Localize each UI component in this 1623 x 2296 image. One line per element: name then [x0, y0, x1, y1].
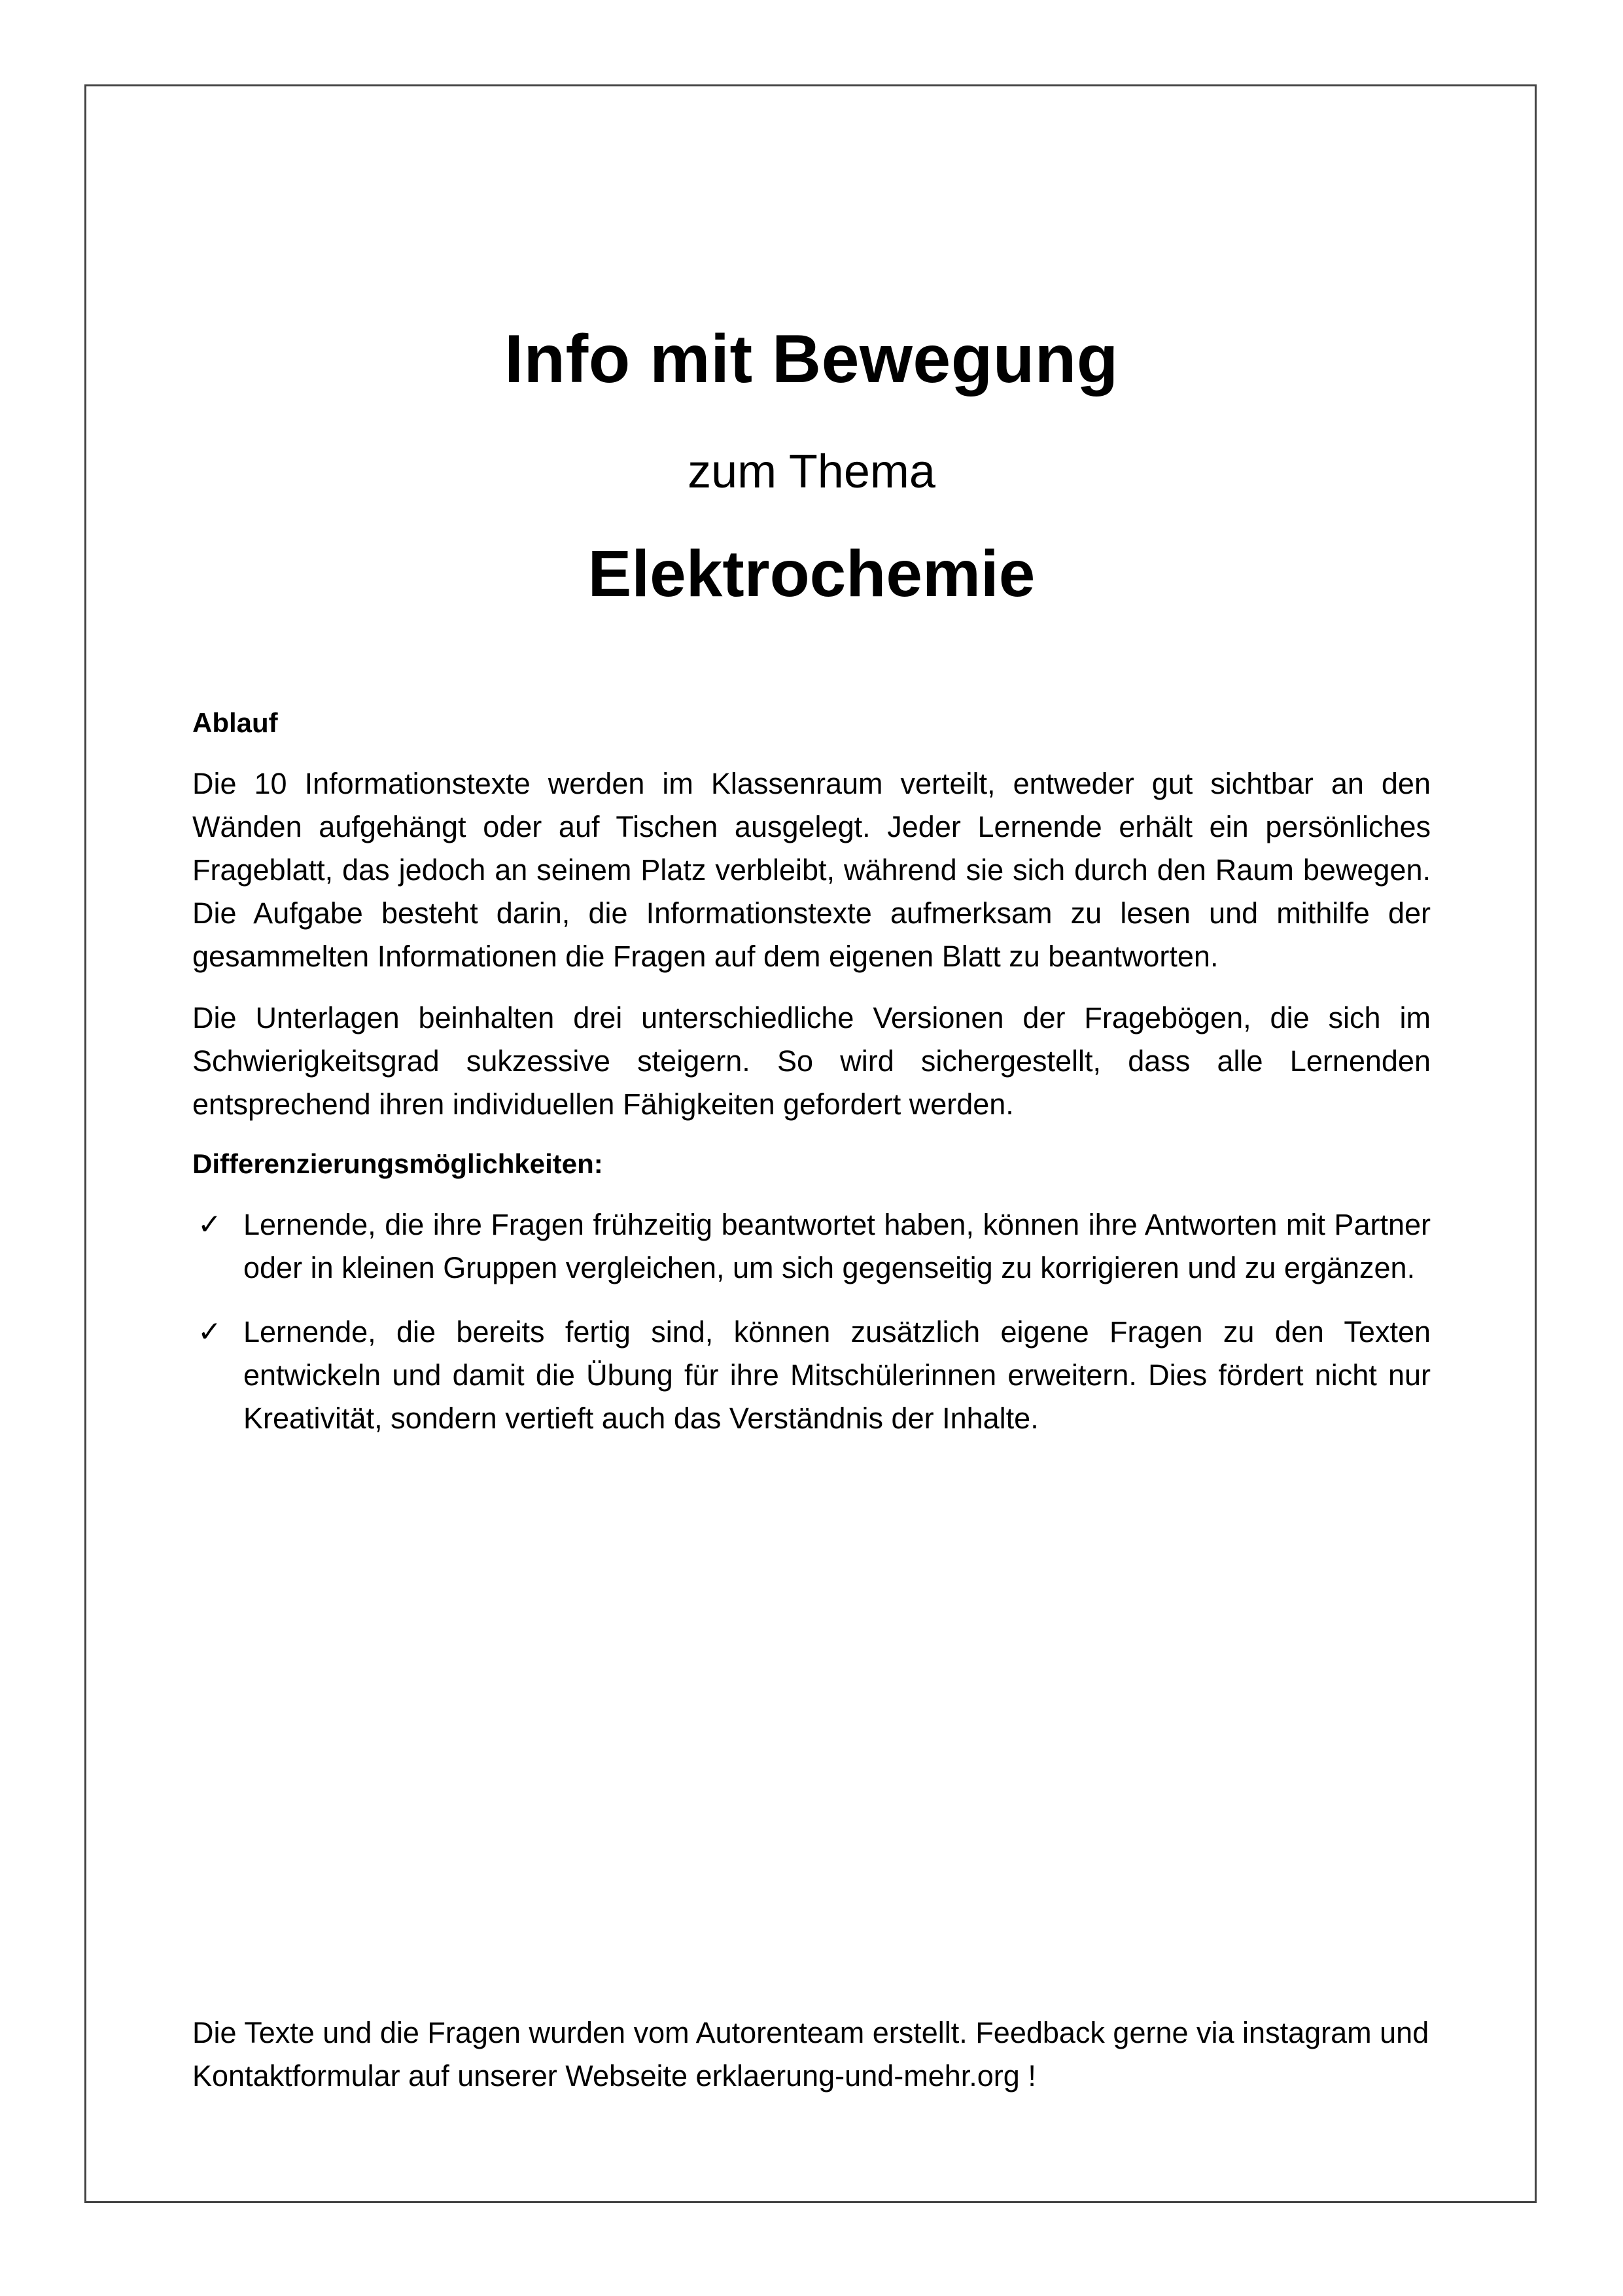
ablauf-paragraph-2: Die Unterlagen beinhalten drei unterschiedliche Versionen der Fragebögen, die sich im Schwierigkeitsgrad sukzessive steigern. So wird sichergestellt, dass alle Lernenden entsprechend ihren individuellen Fähigkeiten gefordert werden. — [192, 1001, 1431, 1121]
sub-title: zum Thema — [688, 446, 935, 498]
list-item — [192, 1311, 1431, 1440]
ablauf-heading: Ablauf — [192, 707, 278, 738]
checkmark-icon: ✓ — [198, 1315, 222, 1349]
footer-note: Die Texte und die Fragen wurden vom Autorenteam erstellt. Feedback gerne via instagram und Kontaktformular auf unserer Webseite erklaerung-und-mehr.org ! — [192, 2016, 1429, 2093]
list-item — [192, 1203, 1431, 1290]
ablauf-paragraph-1: Die 10 Informationstexte werden im Klassenraum verteilt, entweder gut sichtbar an den Wänden aufgehängt oder auf Tischen ausgelegt. Jeder Lernende erhält ein persönliches Frageblatt, das jedoch an seinem Platz verbleibt, während sie sich durch den Raum bewegen. Die Aufgabe besteht darin, die Informationstexte aufmerksam zu lesen und mithilfe der gesammelten Informationen die Fragen auf dem eigenen Blatt zu beantworten. — [192, 767, 1431, 973]
differenzierung-heading: Differenzierungsmöglichkeiten: — [192, 1148, 603, 1179]
list-item-text: Lernende, die bereits fertig sind, können zusätzlich eigene Fragen zu den Texten entwickeln und damit die Übung für ihre Mitschülerinnen erweitern. Dies fördert nicht nur Kreativität, sondern vertieft auch das Verständnis der Inhalte. — [243, 1315, 1431, 1435]
topic-title: Elektrochemie — [587, 537, 1036, 610]
list-item-text: Lernende, die ihre Fragen frühzeitig beantwortet haben, können ihre Antworten mit Partner oder in kleinen Gruppen vergleichen, um sich gegenseitig zu korrigieren und zu ergänzen. — [243, 1208, 1431, 1284]
checkmark-icon: ✓ — [198, 1208, 222, 1241]
differenzierung-list — [192, 1203, 1431, 1440]
main-content — [192, 703, 1431, 1461]
main-title: Info mit Bewegung — [504, 321, 1119, 397]
